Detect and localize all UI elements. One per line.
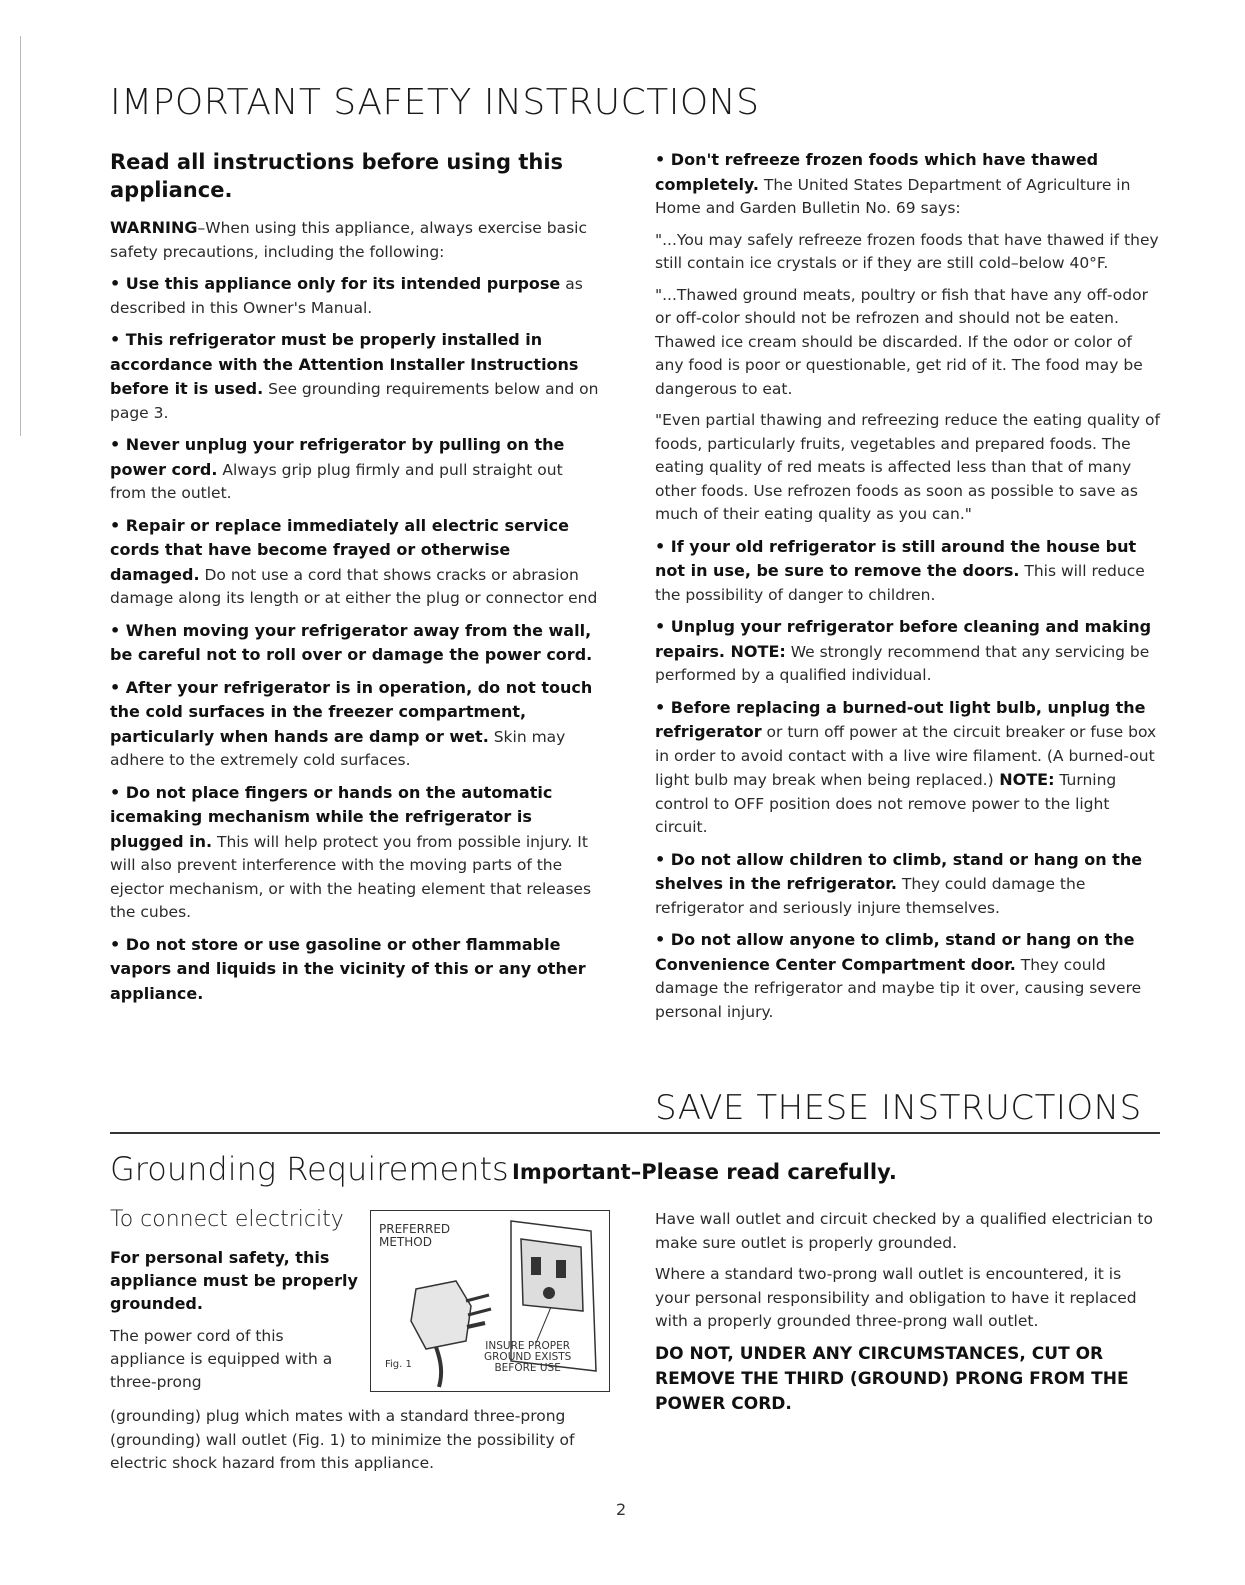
outlet-check-text: Have wall outlet and circuit checked by a qualified electrician to make sure outlet is properly grounded. <box>655 1210 1153 1252</box>
instruction-text: We strongly recommend that any servicing be performed by a qualified individual. <box>655 642 1150 684</box>
instruction-item <box>110 514 600 611</box>
right-column <box>655 148 1160 1032</box>
connect-heading: To connect electricity <box>110 1207 344 1232</box>
instruction-text: Turning control to OFF position does not remove power to the light circuit. <box>655 771 1117 836</box>
left-column <box>110 148 600 1014</box>
instruction-text: This will reduce the possibility of danger to children. <box>655 562 1145 604</box>
instruction-text: Always grip plug firmly and pull straight out from the outlet. <box>110 460 563 502</box>
page-number: 2 <box>616 1500 627 1519</box>
pointer-line-icon <box>536 1307 551 1343</box>
instruction-item <box>655 928 1160 1024</box>
instruction-bold: • Before replacing a burned-out light bulb, unplug the refrigerator <box>655 697 1146 741</box>
grounded-plug-figure <box>370 1210 610 1392</box>
ground-prong-icon <box>467 1323 485 1327</box>
grounding-right-column <box>655 1208 1160 1417</box>
instruction-bold: • Do not allow anyone to climb, stand or hang on the Convenience Center Compartment door. <box>655 930 1135 974</box>
save-instructions-heading: SAVE THESE INSTRUCTIONS <box>655 1088 1142 1128</box>
grounding-title: Grounding Requirements <box>110 1150 509 1188</box>
outlet-slot-icon <box>531 1257 541 1275</box>
scan-edge-line <box>20 36 21 436</box>
section-divider <box>110 1132 1160 1134</box>
power-cord-icon <box>436 1347 441 1387</box>
instruction-item <box>655 535 1160 608</box>
instruction-item <box>110 619 600 668</box>
outlet-icon <box>521 1239 583 1311</box>
instruction-bold: • Do not allow children to climb, stand or hang on the shelves in the refrigerator. <box>655 849 1143 893</box>
personal-safety-text: For personal safety, this appliance must be properly grounded. <box>110 1248 358 1313</box>
grounding-subtitle: Important–Please read carefully. <box>512 1160 897 1184</box>
instruction-bold: • Never unplug your refrigerator by pulling on the power cord. <box>110 435 565 479</box>
instruction-bold: • This refrigerator must be properly installed in accordance with the Attention Installer Instructions before it is used. <box>110 330 579 398</box>
instruction-bold: • Unplug your refrigerator before cleaning and making repairs. <box>655 617 1152 661</box>
figure-label-line: METHOD <box>379 1235 432 1249</box>
page-title: IMPORTANT SAFETY INSTRUCTIONS <box>110 82 760 123</box>
note-label: NOTE: <box>724 641 786 661</box>
instruction-bold: • If your old refrigerator is still around the house but not in use, be sure to remove the doors. <box>655 536 1137 580</box>
instruction-item <box>110 328 600 425</box>
figure-label-line: PREFERRED <box>379 1222 451 1236</box>
instruction-text: as described in this Owner's Manual. <box>110 275 583 317</box>
instruction-item <box>110 676 600 773</box>
ground-hole-icon <box>543 1287 555 1299</box>
usda-quote-3: "Even partial thawing and refreezing reduce the eating quality of foods, particularly fruits, vegetables and prepared foods. The eating quality of red meats is affected less than that of many other foods. Use refrozen foods as soon as possible to save as much of their eating quality as you can." <box>655 411 1160 523</box>
instruction-text: See grounding requirements below and on page 3. <box>110 380 599 422</box>
instruction-text: Do not use a cord that shows cracks or abrasion damage along its length or at either the plug or connector end <box>110 565 598 607</box>
instruction-text: They could damage the refrigerator and seriously injure themselves. <box>655 875 1086 917</box>
instruction-bold: • Use this appliance only for its intended purpose <box>110 274 561 293</box>
instruction-item <box>110 781 600 925</box>
instruction-item <box>655 848 1160 921</box>
figure-number: Fig. 1 <box>385 1359 412 1370</box>
instruction-item <box>655 696 1160 840</box>
instruction-text: or turn off power at the circuit breaker or fuse box in order to avoid contact with a live wire filament. (A burned-out light bulb may break when being replaced.) <box>655 723 1157 789</box>
ground-prong-warning: DO NOT, UNDER ANY CIRCUMSTANCES, CUT OR REMOVE THE THIRD (GROUND) PRONG FROM THE POWER CORD. <box>655 1343 1129 1414</box>
power-cord-text-2: (grounding) plug which mates with a standard three-prong (grounding) wall outlet (Fig. 1) to minimize the possibility of electric shock hazard from this appliance. <box>110 1407 575 1472</box>
usda-quote-2: "...Thawed ground meats, poultry or fish that have any off-odor or off-color should not be refrozen and should not be eaten. Thawed ice cream should be discarded. If the odor or color of any food is poor or questionable, get rid of it. The food may be dangerous to eat. <box>655 285 1148 398</box>
insure-line: GROUND EXISTS <box>484 1351 572 1363</box>
instruction-bold: • When moving your refrigerator away from the wall, be careful not to roll over or damage the power cord. <box>110 620 593 664</box>
note-label: NOTE: <box>993 770 1055 789</box>
prong-icon <box>468 1309 491 1315</box>
warning-paragraph <box>110 216 600 264</box>
instruction-text: Skin may adhere to the extremely cold surfaces. <box>110 727 566 769</box>
insure-line: BEFORE USE <box>494 1362 561 1374</box>
usda-quote-1: "...You may safely refreeze frozen foods that have thawed if they still contain ice crystals or if they are still cold–below 40°F. <box>655 230 1159 272</box>
insure-line: INSURE PROPER <box>485 1340 571 1352</box>
warning-text: –When using this appliance, always exercise basic safety precautions, including the following: <box>110 219 588 261</box>
plug-icon <box>411 1281 471 1349</box>
outlet-slot-icon <box>556 1260 566 1278</box>
instruction-text: They could damage the refrigerator and maybe tip it over, causing severe personal injury. <box>655 955 1142 1021</box>
instruction-item <box>110 433 600 506</box>
two-prong-text: Where a standard two-prong wall outlet is encountered, it is your personal responsibility and obligation to have it replaced with a properly grounded three-prong wall outlet. <box>655 1265 1137 1330</box>
refreeze-paragraph <box>655 148 1160 221</box>
instruction-text: This will help protect you from possible injury. It will also prevent interference with the moving parts of the ejector mechanism, or with the heating element that releases the cubes. <box>110 832 592 921</box>
prong-icon <box>466 1295 489 1301</box>
instruction-item <box>110 933 600 1007</box>
refreeze-text: The United States Department of Agriculture in Home and Garden Bulletin No. 69 says: <box>655 175 1131 217</box>
instruction-bold: • Repair or replace immediately all electric service cords that have become frayed or otherwise damaged. <box>110 515 569 584</box>
left-heading: Read all instructions before using this appliance. <box>110 150 564 202</box>
instruction-item <box>655 615 1160 688</box>
warning-label: WARNING <box>110 218 198 237</box>
power-cord-text-1: The power cord of this appliance is equipped with a three-prong <box>110 1327 333 1391</box>
instruction-bold: • After your refrigerator is in operation, do not touch the cold surfaces in the freezer compartment, particularly when hands are damp or wet. <box>110 677 593 746</box>
instruction-bold: • Do not store or use gasoline or other flammable vapors and liquids in the vicinity of this or any other appliance. <box>110 934 586 1003</box>
instruction-item <box>110 272 600 320</box>
insure-ground-note <box>484 1341 571 1374</box>
refreeze-bold: • Don't refreeze frozen foods which have thawed completely. <box>655 150 1099 194</box>
instruction-bold: • Do not place fingers or hands on the automatic icemaking mechanism while the refrigerator is plugged in. <box>110 782 553 851</box>
